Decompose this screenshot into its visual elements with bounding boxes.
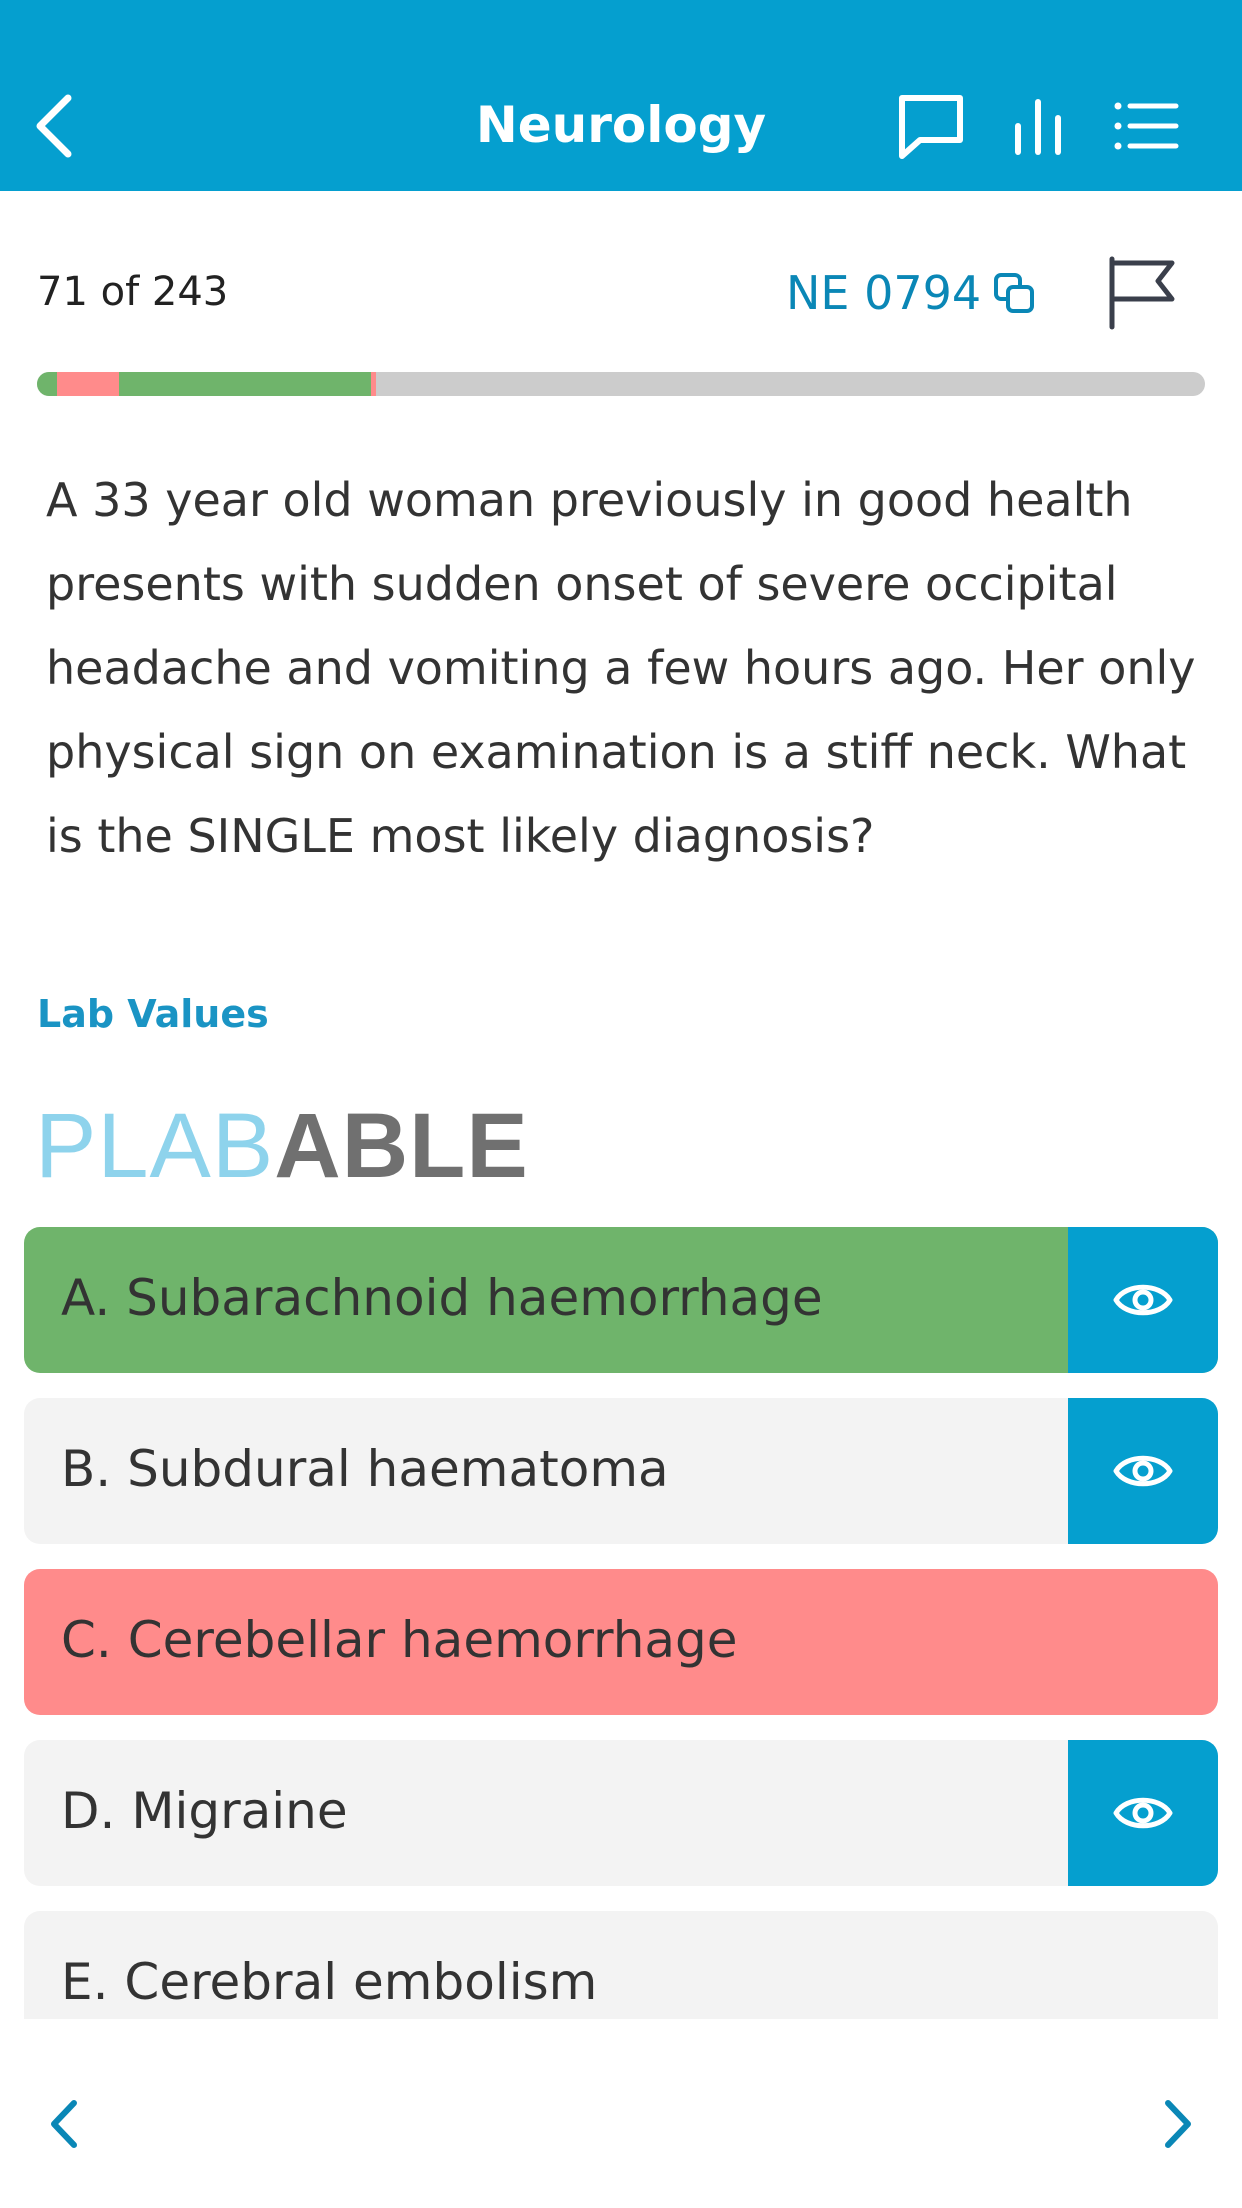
- back-button[interactable]: [28, 88, 84, 164]
- plabable-logo: [35, 1096, 529, 1196]
- progress-segment-correct: [119, 372, 371, 396]
- option-letter: C.: [61, 1611, 112, 1669]
- question-list-button[interactable]: [1106, 88, 1186, 164]
- option-b[interactable]: [24, 1398, 1218, 1544]
- next-question-button[interactable]: [1146, 2089, 1206, 2159]
- option-d[interactable]: [24, 1740, 1218, 1886]
- option-label: Subarachnoid haemorrhage: [126, 1269, 823, 1327]
- comments-button[interactable]: [890, 88, 970, 164]
- question-meta: [0, 191, 1242, 351]
- progress-segment-incorrect: [371, 372, 376, 396]
- top-bar: [0, 0, 1242, 191]
- flag-button[interactable]: [1100, 251, 1180, 331]
- option-label: Migraine: [131, 1782, 348, 1840]
- option-label: Subdural haematoma: [127, 1440, 669, 1498]
- option-b-explanation-button[interactable]: [1068, 1398, 1218, 1544]
- next-chevron-icon: [1146, 2089, 1206, 2159]
- logo-part-able: ABLE: [274, 1095, 529, 1197]
- eye-icon: [1113, 1271, 1173, 1329]
- option-letter: E.: [61, 1953, 109, 2011]
- option-a[interactable]: [24, 1227, 1218, 1373]
- option-letter: A.: [61, 1269, 111, 1327]
- comment-icon: [890, 88, 970, 164]
- progress-segment-incorrect: [57, 372, 119, 396]
- copy-icon: [990, 269, 1040, 319]
- progress-segment-correct: [37, 372, 57, 396]
- option-c[interactable]: [24, 1569, 1218, 1715]
- flag-icon: [1100, 251, 1180, 331]
- option-letter: B.: [61, 1440, 112, 1498]
- eye-icon: [1113, 1784, 1173, 1842]
- question-text: A 33 year old woman previously in good health presents with sudden onset of severe occipital headache and vomiting a few hours ago. Her only physical sign on examination is a stiff neck. What is the SINGLE most likely diagnosis?: [46, 473, 1196, 863]
- back-chevron-icon: [28, 88, 84, 164]
- eye-icon: [1113, 1442, 1173, 1500]
- bottom-navigation: [0, 2019, 1242, 2208]
- option-e[interactable]: [24, 1911, 1218, 2019]
- logo-part-plab: PLAB: [35, 1095, 275, 1197]
- question-id[interactable]: NE 0794: [786, 266, 982, 320]
- list-icon: [1106, 88, 1186, 164]
- previous-question-button[interactable]: [36, 2089, 96, 2159]
- question-counter: 71 of 243: [37, 269, 229, 315]
- progress-bar: [37, 372, 1205, 396]
- page-title: Neurology: [475, 96, 767, 154]
- statistics-button[interactable]: [1000, 88, 1080, 164]
- option-a-explanation-button[interactable]: [1068, 1227, 1218, 1373]
- lab-values-link[interactable]: Lab Values: [37, 992, 269, 1036]
- stats-icon: [1000, 88, 1080, 164]
- option-d-explanation-button[interactable]: [1068, 1740, 1218, 1886]
- option-letter: D.: [61, 1782, 116, 1840]
- prev-chevron-icon: [36, 2089, 96, 2159]
- option-label: Cerebellar haemorrhage: [127, 1611, 738, 1669]
- copy-id-button[interactable]: [990, 269, 1040, 319]
- answer-options: [24, 1227, 1218, 2019]
- option-label: Cerebral embolism: [124, 1953, 598, 2011]
